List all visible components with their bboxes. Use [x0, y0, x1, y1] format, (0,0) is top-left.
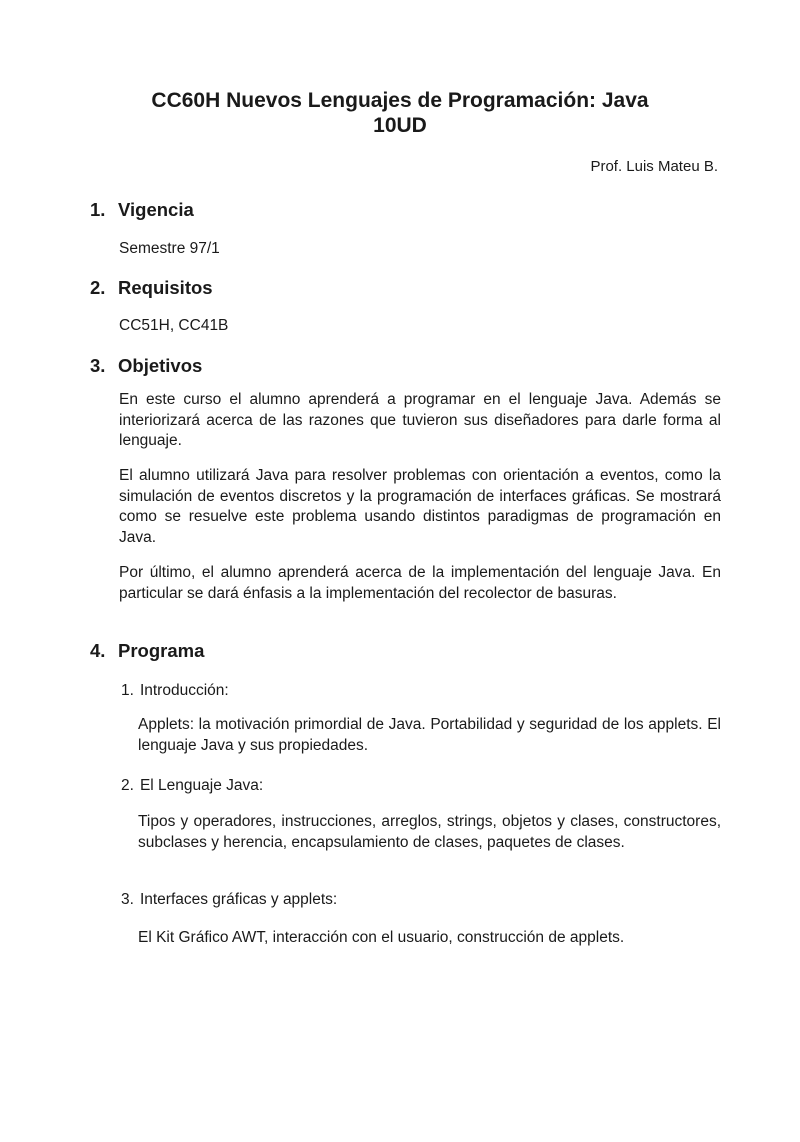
document-title: [90, 88, 710, 138]
section-heading-objetivos: [90, 355, 202, 377]
requisitos-text: CC51H, CC41B: [119, 317, 229, 334]
section-number: 3.: [90, 355, 106, 376]
objetivos-paragraph-2: El alumno utilizará Java para resolver problemas con orientación a eventos, como la simulación de eventos discretos y la programación de interfaces gráficas. Se mostrará como se resuelve este problema usando distintos paradigmas de programación en Java.: [119, 467, 721, 546]
objetivos-paragraph-1: En este curso el alumno aprenderá a programar en el lenguaje Java. Además se interiorizará acerca de las razones que tuvieron sus diseñadores para darle forma al lenguaje.: [119, 391, 721, 449]
item-number: 1.: [121, 682, 134, 699]
vigencia-text: Semestre 97/1: [119, 240, 220, 257]
item-title: Introducción:: [139, 682, 229, 699]
item-title: Interfaces gráficas y applets:: [139, 891, 338, 908]
lenguaje-text: Tipos y operadores, instrucciones, arreglos, strings, objetos y clases, constructores, subclases y herencia, encapsulamiento de clases, paquetes de clases.: [138, 813, 721, 851]
section-heading-vigencia: [90, 199, 194, 221]
section-number: 1.: [90, 199, 106, 220]
programa-item-interfaces: [121, 891, 337, 909]
section-title: Objetivos: [118, 355, 203, 376]
introduccion-text: Applets: la motivación primordial de Java. Portabilidad y seguridad de los applets. El lenguaje Java y sus propiedades.: [138, 716, 721, 754]
title-line-2: 10UD: [373, 114, 427, 137]
item-number: 3.: [121, 891, 134, 908]
section-heading-programa: [90, 640, 204, 662]
programa-item-introduccion: [121, 682, 229, 700]
section-title: Programa: [118, 640, 205, 661]
section-title: Vigencia: [118, 199, 194, 220]
programa-item-lenguaje: [121, 777, 263, 795]
item-number: 2.: [121, 777, 134, 794]
objetivos-paragraph-3: Por último, el alumno aprenderá acerca de la implementación del lenguaje Java. En particular se dará énfasis a la implementación del recolector de basuras.: [119, 564, 721, 602]
section-number: 4.: [90, 640, 106, 661]
title-line-1: CC60H Nuevos Lenguajes de Programación: Java: [151, 89, 649, 112]
section-heading-requisitos: [90, 277, 213, 299]
interfaces-text: El Kit Gráfico AWT, interacción con el usuario, construcción de applets.: [138, 929, 625, 946]
section-title: Requisitos: [118, 277, 213, 298]
item-title: El Lenguaje Java:: [139, 777, 264, 794]
section-number: 2.: [90, 277, 106, 298]
author: Prof. Luis Mateu B.: [590, 158, 718, 175]
